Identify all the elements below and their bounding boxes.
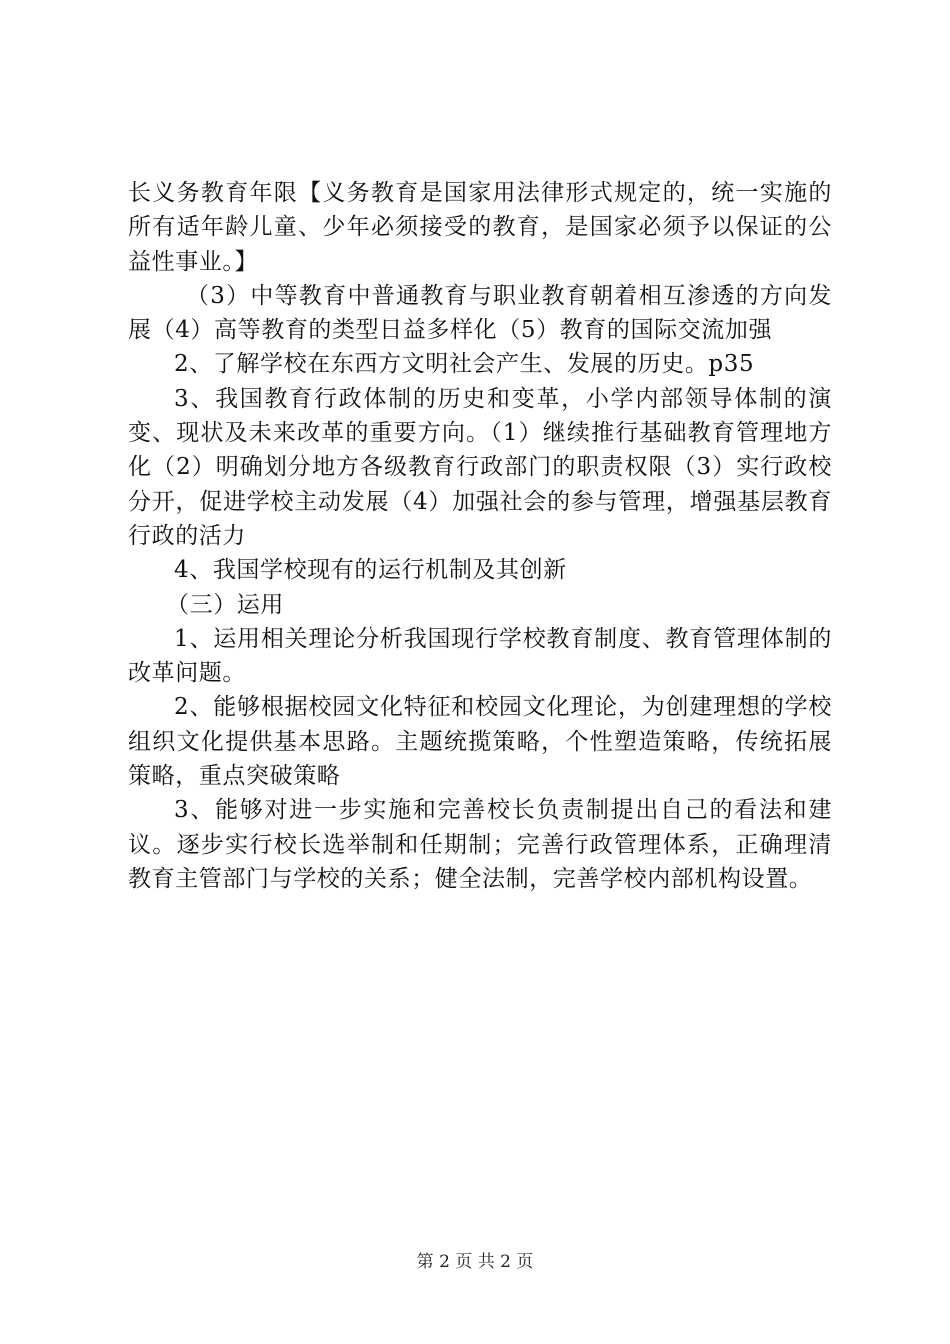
paragraph-education-trends: （3）中等教育中普通教育与职业教育朝着相互渗透的方向发展（4）高等教育的类型日益多样化（5）教育的国际交流加强 <box>128 282 832 344</box>
page-number-footer: 第 2 页 共 2 页 <box>416 1252 534 1272</box>
paragraph-application-3: 3、能够对进一步实施和完善校长负责制提出自己的看法和建议。逐步实行校长选举制和任期制；完善行政管理体系，正确理清教育主管部门与学校的关系；健全法制，完善学校内部机构设置。 <box>128 797 832 892</box>
paragraph-school-history: 2、了解学校在东西方文明社会产生、发展的历史。p35 <box>174 351 755 378</box>
paragraph-administration-reform: 3、我国教育行政体制的历史和变革，小学内部领导体制的演变、现状及未来改革的重要方向。（1）继续推行基础教育管理地方化（2）明确划分地方各级教育行政部门的职责权限（3）实行政校分开，促进学校主动发展（4）加强社会的参与管理，增强基层教育行政的活力 <box>128 385 832 549</box>
section-heading-application: （三）运用 <box>166 591 284 618</box>
document-body <box>128 176 832 896</box>
paragraph-application-2: 2、能够根据校园文化特征和校园文化理论，为创建理想的学校组织文化提供基本思路。主题统揽策略，个性塑造策略，传统拓展策略，重点突破策略 <box>128 694 832 790</box>
paragraph-compulsory-education: 长义务教育年限【义务教育是国家用法律形式规定的，统一实施的所有适年龄儿童、少年必须接受的教育，是国家必须予以保证的公益性事业。】 <box>128 180 832 275</box>
paragraph-operating-mechanism: 4、我国学校现有的运行机制及其创新 <box>174 557 567 584</box>
paragraph-application-1: 1、运用相关理论分析我国现行学校教育制度、教育管理体制的改革问题。 <box>128 625 832 687</box>
